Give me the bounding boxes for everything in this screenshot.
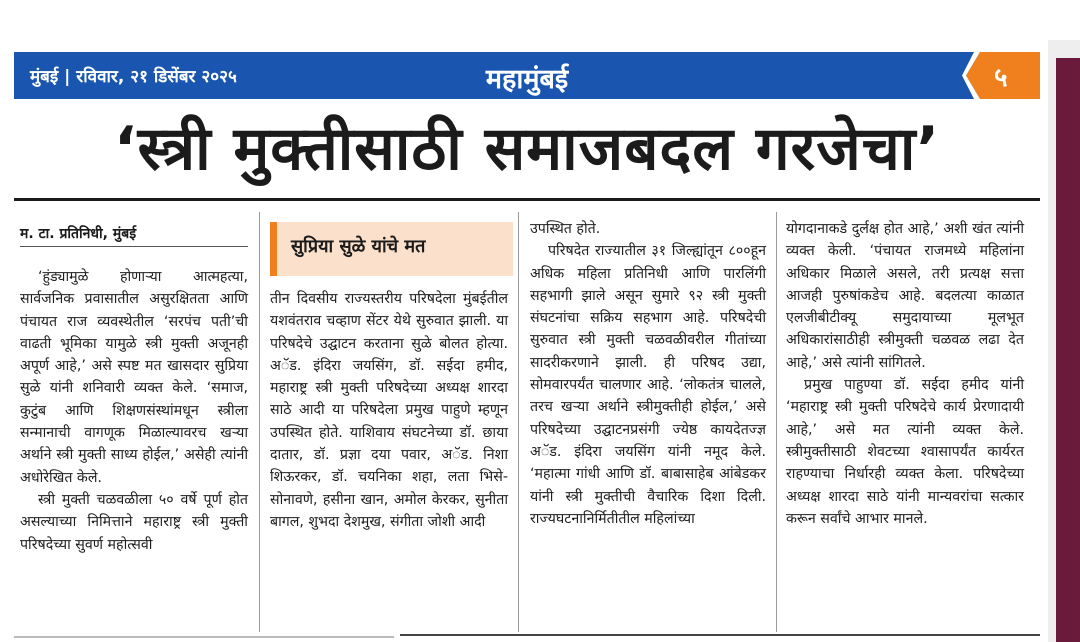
article-column-1 [20,266,248,556]
column-divider [518,212,519,632]
article-column-3 [530,218,766,530]
column-1-paragraph-1: ‘हुंड्यामुळे होणाऱ्या आत्महत्या, सार्वजनिक प्रवासातील असुरक्षितता आणि पंचायत राज व्यवस्थेतील ‘सरपंच पती’ची वाढती भूमिका यामुळे स्त्री मुक्ती अजूनही अपूर्ण आहे,’ असे स्पष्ट मत खासदार सुप्रिया सुळे यांनी शनिवारी व्यक्त केले. ‘समाज, कुटुंब आणि शिक्षणसंस्थांमधून स्त्रीला सन्मानाची वागणूक मिळाल्यावरच खऱ्या अर्थाने स्त्री मुक्ती साध्य होईल,’ असेही त्यांनी अधोरेखित केले. [20,269,248,486]
bottom-divider-left [14,636,394,638]
headline-divider [14,198,1040,201]
column-1-paragraph-2: स्त्री मुक्ती चळवळीला ५० वर्षे पूर्ण होत असल्याच्या निमित्ताने महाराष्ट्र स्त्री मुक्ती परिषदेच्या सुवर्ण महोत्सवी [20,491,248,553]
column-3-paragraph-2: परिषदेत राज्यातील ३१ जिल्ह्यांतून ८००हून अधिक महिला प्रतिनिधी आणि पारलिंगी सहभागी झाले असून सुमारे ९२ स्त्री मुक्ती संघटनांचा सक्रिय सहभाग आहे. परिषदेची सुरुवात स्त्री मुक्ती चळवळीवरील गीतांच्या सादरीकरणाने झाली. ही परिषद उद्या, सोमवारपर्यंत चालणार आहे. ‘लोकतंत्र चालले, तरच खऱ्या अर्थाने स्त्रीमुक्तीही होईल,’ असे परिषदेच्या उद्घाटनप्रसंगी ज्येष्ठ कायदेतज्ज्ञ अॅड. इंदिरा जयसिंग यांनी नमूद केले. ‘महात्मा गांधी आणि डॉ. बाबासाहेब आंबेडकर यांनी स्त्री मुक्तीची वैचारिक दिशा दिली. राज्यघटनानिर्मितीतील महिलांच्या [530,243,766,527]
bottom-divider [400,634,1040,636]
page-number-badge [962,52,1040,99]
article-headline: ‘स्त्री मुक्तीसाठी समाजबदल गरजेचा’ [113,114,941,184]
column-4-paragraph-2: प्रमुख पाहुण्या डॉ. सईदा हमीद यांनी ‘महाराष्ट्र स्त्री मुक्ती परिषदेचे कार्य प्रेरणादायी आहे,’ असे मत त्यांनी व्यक्त केले. स्त्रीमुक्तीसाठी शेवटच्या श्वासापर्यंत कार्यरत राहण्याचा निर्धारही व्यक्त केला. परिषदेच्या अध्यक्ष शारदा साठे यांनी मान्यवरांचा सत्कार करून सर्वांचे आभार मानले. [786,377,1024,527]
page-number: ५ [994,63,1008,93]
article-column-2 [270,288,508,533]
column-2-paragraph-1: तीन दिवसीय राज्यस्तरीय परिषदेला मुंबईतील यशवंतराव चव्हाण सेंटर येथे सुरुवात झाली. या परिषदेचे उद्घाटन करताना सुळे बोलत होत्या. अॅड. इंदिरा जयसिंग, डॉ. सईदा हमीद, महाराष्ट्र स्त्री मुक्ती परिषदेच्या अध्यक्ष शारदा साठे आदी या परिषदेला प्रमुख पाहुणे म्हणून उपस्थित होते. याशिवाय संघटनेच्या डॉ. छाया दातार, डॉ. प्रज्ञा दया पवार, अॅड. निशा शिऊरकर, डॉ. चयनिका शहा, लता भिसे-सोनावणे, हसीना खान, अमोल केरकर, सुनीता बागल, शुभदा देशमुख, संगीता जोशी आदी [270,291,508,530]
byline-divider [20,246,248,247]
column-3-paragraph-1: उपस्थित होते. [530,221,601,237]
adjacent-page-strip [1056,58,1080,642]
column-divider [259,212,260,632]
column-4-paragraph-1: योगदानाकडे दुर्लक्ष होत आहे,’ अशी खंत त्यांनी व्यक्त केली. ‘पंचायत राजमध्ये महिलांना अधिकार मिळाले असले, तरी प्रत्यक्ष सत्ता आजही पुरुषांकडेच आहे. बदलत्या काळात एलजीबीटीक्यू समुदायाच्या मूलभूत अधिकारांसाठीही स्त्रीमुक्ती चळवळ लढा देत आहे,’ असे त्यांनी सांगितले. [786,221,1024,371]
byline: म. टा. प्रतिनिधी, मुंबई [20,226,137,242]
section-title: महामुंबई [485,64,569,95]
column-divider [776,212,777,632]
subheading: सुप्रिया सुळे यांचे मत [291,236,426,257]
dateline: मुंबई | रविवार, २१ डिसेंबर २०२५ [30,67,237,87]
subheading-box [270,222,513,276]
page-header-banner [14,52,1040,99]
article-column-4 [786,218,1024,530]
